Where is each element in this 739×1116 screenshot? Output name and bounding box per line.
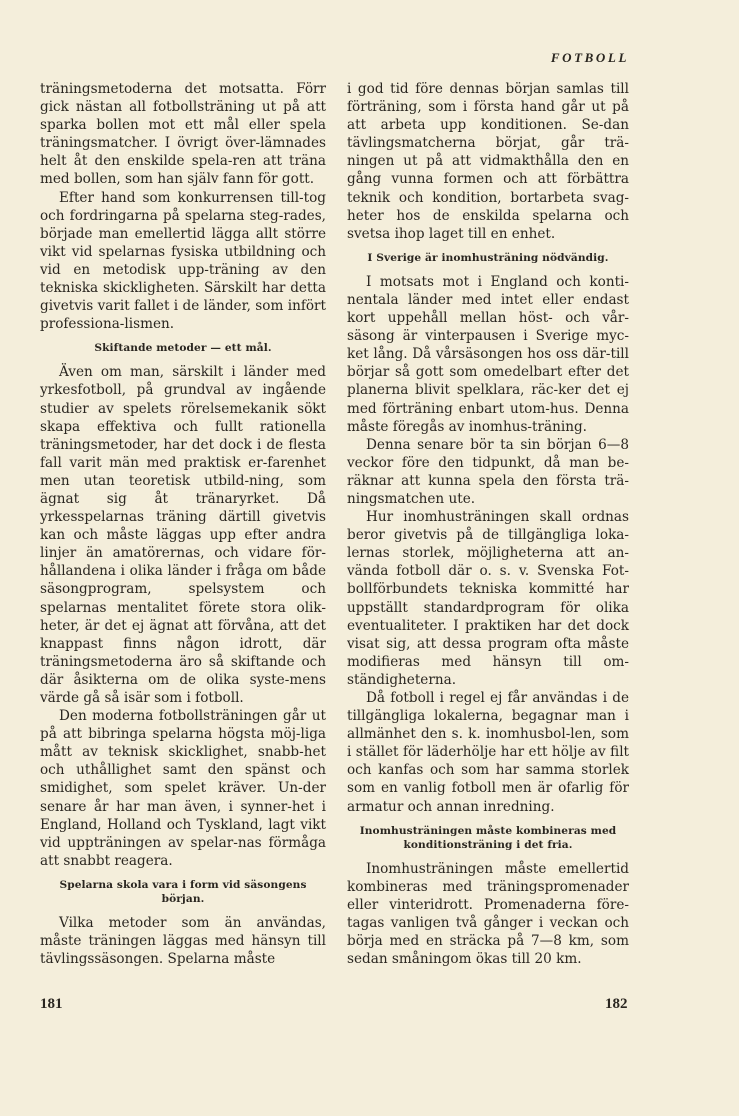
paragraph: träningsmetoderna det motsatta. Förr gick nästan all fotbollsträning ut på att sparka bollen mot ett mål eller spela träningsmatcher. I övrigt över-lämnades helt åt den enskilde spela-ren att träna med bollen, som han själv fann för gott. xyxy=(40,81,326,188)
section-heading: I Sverige är inomhusträning nödvändig. xyxy=(367,251,609,264)
paragraph: Denna senare bör ta sin början 6—8 veckor före den tidpunkt, då man be-räknar att kunna spela den första trä-ningsmatchen ute. xyxy=(347,436,629,507)
right-column xyxy=(347,80,629,968)
paragraph: i god tid före dennas början samlas till förträning, som i första hand går ut på att arbeta upp konditionen. Se-dan tävlingsmatcherna börjat, går trä-ningen ut på att vidmakthålla den en gång vunna formen och att förbättra teknik och kondition, bortarbeta svag-heter hos de enskilda spelarna och svetsa ihop laget till en enhet. xyxy=(347,81,629,242)
section-heading: Inomhusträningen måste kombineras med konditionsträning i det fria. xyxy=(359,824,617,851)
paragraph: Den moderna fotbollsträningen går ut på att bibringa spelarna högsta möj-liga mått av teknisk skicklighet, snabb-het och uthållighet samt den spänst och smidighet, som spelet kräver. Un-der senare år har man även, i synner-het i England, Holland och Tyskland, lagt vikt vid uppträningen av spelar-nas förmåga att snabbt reagera. xyxy=(40,708,326,869)
paragraph: Även om man, särskilt i länder med yrkesfotboll, på grundval av ingående studier av spelets rörelsemekanik sökt skapa effektiva och fullt rationella träningsmetoder, har det dock i de flesta fall varit män med praktisk er-farenhet men utan teoretisk utbild-ning, som ägnat sig åt tränaryrket. Då yrkesspelarnas träning därtill givetvis kan och måste läggas upp efter andra linjer än amatörernas, och vidare för-hållandena i olika länder i fråga om både säsongprogram, spelsystem och spelarnas mentalitet förete stora olik-heter, är det ej ägnat att förvåna, att det knappast finns någon idrott, där träningsmetoderna äro så skiftande och där åsikterna om de olika syste-mens värde gå så isär som i fotboll. xyxy=(40,364,326,706)
paragraph: Efter hand som konkurrensen till-tog och fordringarna på spelarna steg-rades, började man emellertid lägga allt större vikt vid spelarnas fysiska utbildning och vid en metodisk upp-träning av den tekniska skickligheten. Särskilt har detta givetvis varit fallet i de länder, som infört professiona-lismen. xyxy=(40,189,326,333)
paragraph: Vilka metoder som än användas, måste träningen läggas med hänsyn till tävlingssäsongen. Spelarna måste xyxy=(40,914,326,968)
paragraph: Då fotboll i regel ej får användas i de tillgängliga lokalerna, begagnar man i allmänhet den s. k. inomhusbol-len, som i stället för läderhölje har ett hölje av filt och kanfas och som har samma storlek som en vanlig fotboll men är ofarlig för armatur och annan inredning. xyxy=(347,690,629,815)
section-heading: Spelarna skola vara i form vid säsongens början. xyxy=(59,878,307,905)
left-column xyxy=(40,80,326,968)
paragraph: Inomhusträningen måste emellertid kombineras med träningspromenader eller vinteridrott. Promenaderna före-tagas vanligen två gånger i veckan och börja med en sträcka på 7—8 km, som sedan småningom ökas till 20 km. xyxy=(347,860,629,968)
running-head: FOTBOLL xyxy=(550,50,629,65)
paragraph: Hur inomhusträningen skall ordnas beror givetvis på de tillgängliga loka-lernas storlek, möjligheterna att an-vända fotboll där o. s. v. Svenska Fot-bollförbundets tekniska kommitté har uppställt standardprogram för olika eventualiteter. I praktiken har det dock visat sig, att dessa program ofta måste modifieras med hänsyn till om-ständigheterna. xyxy=(347,509,629,688)
page-number-left: 181 xyxy=(40,996,63,1012)
page-number-right: 182 xyxy=(605,996,628,1012)
paragraph: I motsats mot i England och konti-nentala länder med intet eller endast kort uppehåll mellan höst- och vår-säsong är vinterpausen i Sverige myc-ket lång. Då vårsäsongen hos oss där-till börjar så gott som omedelbart efter det planerna blivit spelklara, räc-ker det ej med förträning enbart utom-hus. Denna måste föregås av inomhus-träning. xyxy=(347,273,629,435)
section-heading: Skiftande metoder — ett mål. xyxy=(94,342,272,355)
